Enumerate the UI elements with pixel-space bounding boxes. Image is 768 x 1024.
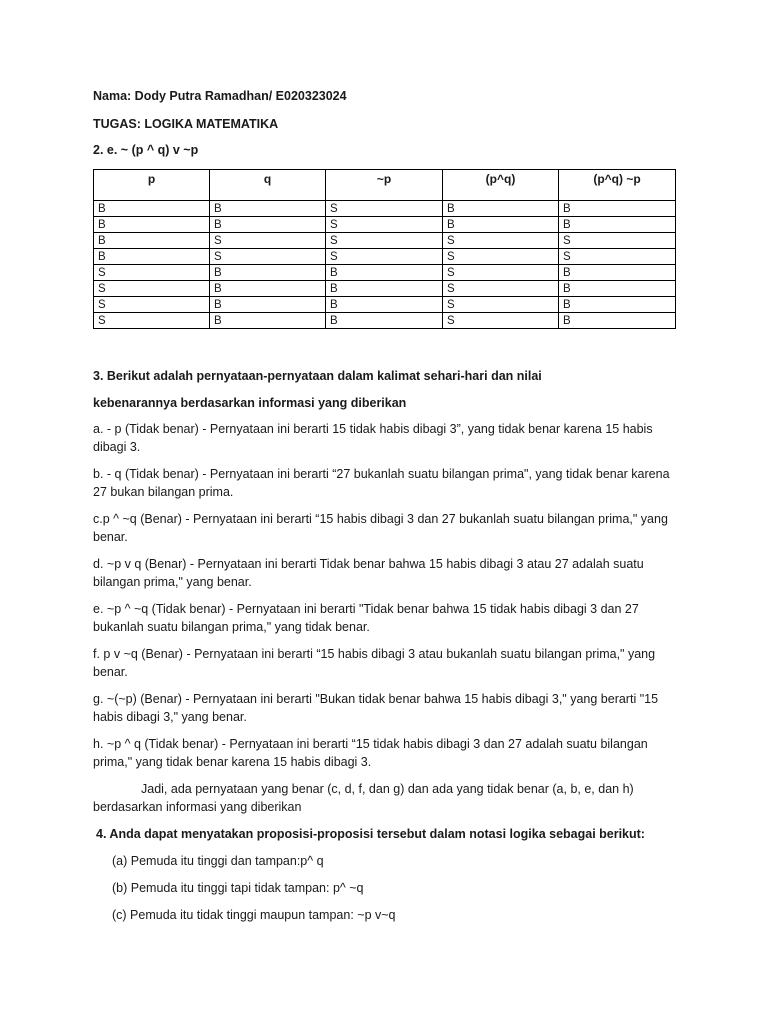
table-cell: S [326,233,443,249]
table-cell: S [94,265,210,281]
table-cell: B [559,313,676,329]
table-cell: S [443,265,559,281]
table-cell: S [326,201,443,217]
question-3-title-line-1: 3. Berikut adalah pernyataan-pernyataan dalam kalimat sehari-hari dan nilai [93,369,542,383]
truth-table [93,169,676,329]
table-cell: B [94,233,210,249]
table-row [94,297,676,313]
table-cell: S [559,249,676,265]
table-cell: B [326,297,443,313]
column-header: p [94,170,210,201]
table-row [94,313,676,329]
table-cell: S [443,297,559,313]
table-cell: B [210,313,326,329]
table-cell: B [94,217,210,233]
table-cell: B [210,265,326,281]
table-cell: S [94,313,210,329]
table-row [94,249,676,265]
table-row [94,201,676,217]
question-3-title-line-2: kebenarannya berdasarkan informasi yang diberikan [93,396,407,410]
table-row [94,217,676,233]
column-header: (p^q) [443,170,559,201]
statement-h: h. ~p ^ q (Tidak benar) - Pernyataan ini berarti “15 tidak habis dibagi 3 dan 27 adalah suatu bilangan prima," yang tidak benar karena 15 habis dibagi 3. [93,737,648,769]
statement-b: b. - q (Tidak benar) - Pernyataan ini berarti “27 bukanlah suatu bilangan prima", yang tidak benar karena 27 bukan bilangan prima. [93,467,670,499]
table-cell: B [210,217,326,233]
statement-g: g. ~(~p) (Benar) - Pernyataan ini berarti "Bukan tidak benar bahwa 15 habis dibagi 3," yang berarti "15 habis dibagi 3," yang benar. [93,692,659,724]
column-header: ~p [326,170,443,201]
table-cell: B [559,201,676,217]
statement-e: e. ~p ^ ~q (Tidak benar) - Pernyataan ini berarti "Tidak benar bahwa 15 tidak habis dibagi 3 dan 27 bukanlah suatu bilangan prima," yang tidak benar. [93,602,639,634]
table-cell: B [94,201,210,217]
truth-table-header-row [94,170,676,201]
statement-d: d. ~p v q (Benar) - Pernyataan ini berarti Tidak benar bahwa 15 habis dibagi 3 atau 27 adalah suatu bilangan prima," yang benar. [93,557,644,589]
table-cell: B [326,313,443,329]
table-cell: S [94,297,210,313]
question-2-title: 2. e. ~ (p ^ q) v ~p [93,143,199,157]
table-cell: B [210,201,326,217]
column-header: q [210,170,326,201]
table-cell: B [326,265,443,281]
proposition-a: (a) Pemuda itu tinggi dan tampan:p^ q [112,854,324,868]
table-cell: B [559,265,676,281]
table-cell: S [443,313,559,329]
proposition-c: (c) Pemuda itu tidak tinggi maupun tampan: ~p v~q [112,908,396,922]
column-header: (p^q) ~p [559,170,676,201]
proposition-b: (b) Pemuda itu tinggi tapi tidak tampan: p^ ~q [112,881,364,895]
question-4-title: 4. Anda dapat menyatakan proposisi-proposisi tersebut dalam notasi logika sebagai berikut: [96,827,645,841]
table-cell: B [559,217,676,233]
table-cell: S [210,249,326,265]
statement-c: c.p ^ ~q (Benar) - Pernyataan ini berarti “15 habis dibagi 3 dan 27 bukanlah suatu bilangan prima," yang benar. [93,512,668,544]
table-cell: S [326,249,443,265]
table-cell: S [94,281,210,297]
table-cell: B [210,297,326,313]
table-row [94,233,676,249]
task-title: TUGAS: LOGIKA MATEMATIKA [93,117,279,131]
table-cell: B [559,281,676,297]
statement-f: f. p v ~q (Benar) - Pernyataan ini berarti “15 habis dibagi 3 atau bukanlah suatu bilangan prima," yang benar. [93,647,656,679]
table-cell: S [559,233,676,249]
table-cell: B [443,217,559,233]
table-cell: B [326,281,443,297]
table-cell: B [94,249,210,265]
table-row [94,265,676,281]
statement-a: a. - p (Tidak benar) - Pernyataan ini berarti 15 tidak habis dibagi 3”, yang tidak benar karena 15 habis dibagi 3. [93,422,653,454]
conclusion-paragraph: Jadi, ada pernyataan yang benar (c, d, f, dan g) dan ada yang tidak benar (a, b, e, dan h) berdasarkan informasi yang diberikan [93,782,634,814]
table-row [94,281,676,297]
table-cell: S [326,217,443,233]
table-cell: B [443,201,559,217]
table-cell: B [559,297,676,313]
table-cell: S [210,233,326,249]
student-name-line: Nama: Dody Putra Ramadhan/ E020323024 [93,89,347,103]
table-cell: B [210,281,326,297]
table-cell: S [443,233,559,249]
table-cell: S [443,281,559,297]
table-cell: S [443,249,559,265]
